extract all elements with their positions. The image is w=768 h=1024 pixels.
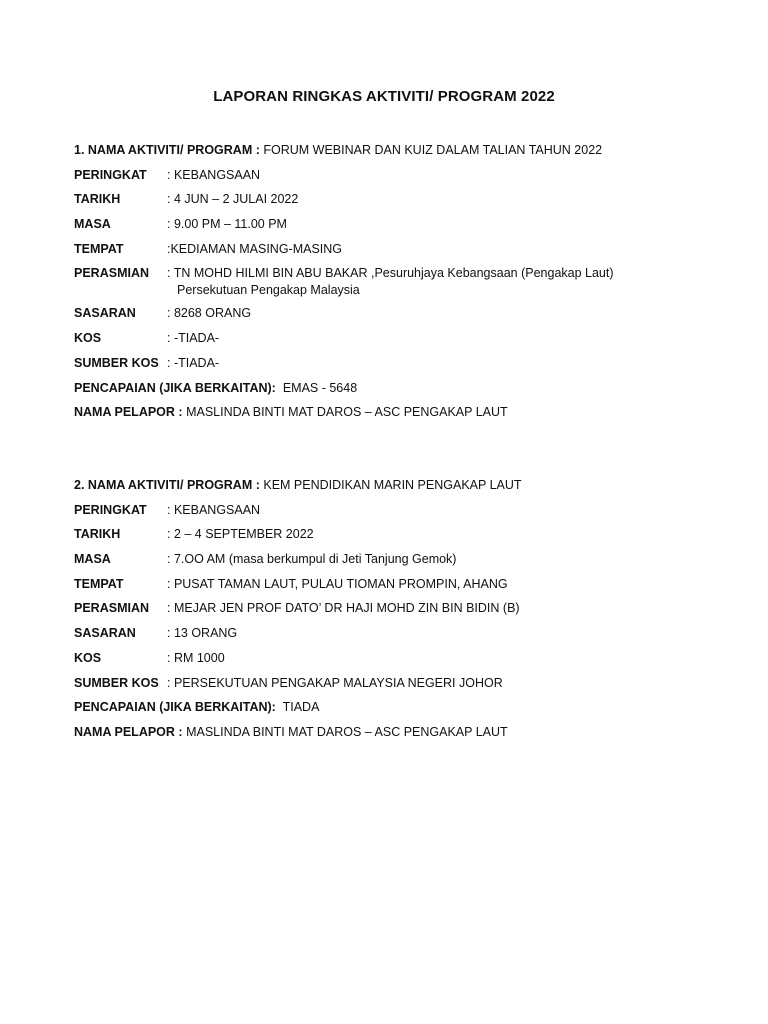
field-value: : PUSAT TAMAN LAUT, PULAU TIOMAN PROMPIN, AHANG	[167, 576, 508, 591]
field-masa	[74, 216, 714, 233]
field-value: :KEDIAMAN MASING-MASING	[167, 241, 343, 256]
field-peringkat	[74, 167, 714, 184]
field-value: : 4 JUN – 2 JULAI 2022	[167, 192, 299, 207]
field-value: : -TIADA-	[167, 331, 220, 346]
page-title: LAPORAN RINGKAS AKTIVITI/ PROGRAM 2022	[213, 88, 555, 105]
activity-heading-value: FORUM WEBINAR DAN KUIZ DALAM TALIAN TAHUN 2022	[263, 143, 603, 157]
field-label: TEMPAT	[74, 576, 124, 591]
field-label: PERINGKAT	[74, 502, 147, 517]
field-label: MASA	[74, 217, 111, 232]
field-label: NAMA PELAPOR :	[74, 405, 183, 420]
activity-heading-label: 2. NAMA AKTIVITI/ PROGRAM :	[74, 478, 260, 492]
field-tarikh	[74, 191, 714, 208]
field-sumber-kos	[74, 675, 714, 692]
field-value: : KEBANGSAAN	[167, 167, 261, 182]
field-tempat	[74, 241, 714, 258]
field-value	[167, 265, 714, 299]
activity-section-1	[74, 142, 714, 429]
field-masa	[74, 551, 714, 568]
activity-heading	[74, 477, 714, 494]
field-label: SUMBER KOS	[74, 355, 159, 370]
field-peringkat	[74, 502, 714, 519]
field-value: : RM 1000	[167, 650, 225, 665]
field-value: : 9.00 PM – 11.00 PM	[167, 217, 287, 232]
field-label: KOS	[74, 650, 102, 665]
field-value: : KEBANGSAAN	[167, 502, 261, 517]
field-pencapaian	[74, 699, 714, 716]
field-value: TIADA	[282, 700, 320, 715]
field-sasaran	[74, 305, 714, 322]
field-nama-pelapor	[74, 404, 714, 421]
field-value: : 8268 ORANG	[167, 306, 252, 321]
field-label: SASARAN	[74, 306, 136, 321]
field-value: : 13 ORANG	[167, 626, 238, 641]
field-label: KOS	[74, 331, 102, 346]
field-sumber-kos	[74, 355, 714, 372]
field-label: PENCAPAIAN (JIKA BERKAITAN):	[74, 700, 276, 715]
field-sasaran	[74, 625, 714, 642]
field-value: MASLINDA BINTI MAT DAROS – ASC PENGAKAP LAUT	[186, 405, 508, 420]
field-label: PERASMIAN	[74, 266, 150, 281]
field-label: TEMPAT	[74, 241, 124, 256]
field-label: PENCAPAIAN (JIKA BERKAITAN):	[74, 380, 276, 395]
field-value: : PERSEKUTUAN PENGAKAP MALAYSIA NEGERI JOHOR	[167, 675, 503, 690]
activity-heading	[74, 142, 714, 159]
field-kos	[74, 330, 714, 347]
field-label: PERINGKAT	[74, 167, 147, 182]
field-label: NAMA PELAPOR :	[74, 724, 183, 739]
field-value-line2: Persekutuan Pengakap Malaysia	[177, 283, 360, 298]
field-kos	[74, 650, 714, 667]
field-value: MASLINDA BINTI MAT DAROS – ASC PENGAKAP LAUT	[186, 724, 508, 739]
field-value: EMAS - 5648	[282, 380, 358, 395]
field-label: PERASMIAN	[74, 601, 150, 616]
field-tempat	[74, 576, 714, 593]
field-pencapaian	[74, 380, 714, 397]
field-value: : -TIADA-	[167, 355, 220, 370]
field-value: : 2 – 4 SEPTEMBER 2022	[167, 527, 314, 542]
field-label: SUMBER KOS	[74, 675, 159, 690]
field-label: MASA	[74, 552, 111, 567]
field-perasmian	[74, 265, 714, 299]
field-nama-pelapor	[74, 724, 714, 741]
field-label: SASARAN	[74, 626, 136, 641]
field-label: TARIKH	[74, 527, 121, 542]
activity-section-2	[74, 477, 714, 749]
field-value: : 7.OO AM (masa berkumpul di Jeti Tanjung Gemok)	[167, 552, 457, 567]
field-tarikh	[74, 526, 714, 543]
field-perasmian	[74, 600, 714, 617]
field-label: TARIKH	[74, 192, 121, 207]
activity-heading-label: 1. NAMA AKTIVITI/ PROGRAM :	[74, 143, 260, 157]
field-value: : MEJAR JEN PROF DATO’ DR HAJI MOHD ZIN BIN BIDIN (B)	[167, 601, 520, 616]
field-value-line1: : TN MOHD HILMI BIN ABU BAKAR ,Pesuruhjaya Kebangsaan (Pengakap Laut)	[167, 266, 614, 281]
activity-heading-value: KEM PENDIDIKAN MARIN PENGAKAP LAUT	[263, 478, 522, 492]
